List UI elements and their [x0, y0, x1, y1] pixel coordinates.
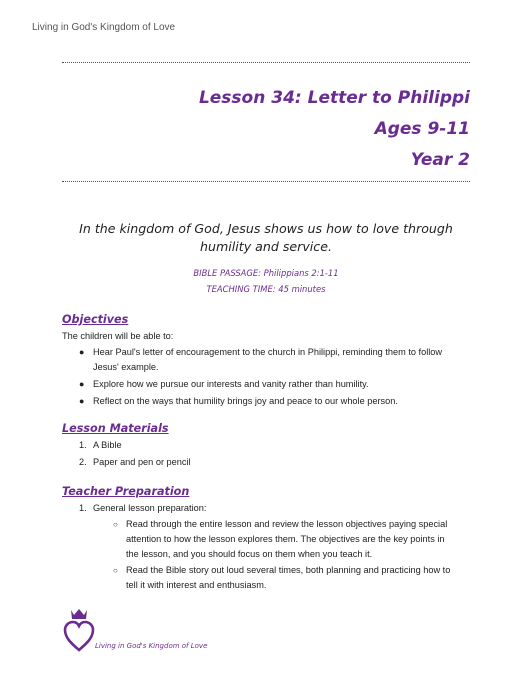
objectives-list: [79, 345, 483, 409]
lesson-year: Year 2: [410, 150, 470, 170]
materials-list: [79, 438, 483, 470]
footer-text: Living in God's Kingdom of Love: [95, 642, 208, 650]
preparation-sublist: [113, 517, 486, 593]
bible-passage: BIBLE PASSAGE: Philippians 2:1-11: [193, 268, 339, 278]
list-item: [79, 377, 483, 392]
list-item-line: the lesson, and you should focus on them when you teach it.: [126, 549, 373, 559]
title-divider: [62, 181, 470, 182]
list-item: [79, 394, 483, 409]
top-divider: [62, 62, 470, 63]
list-item: [79, 345, 483, 375]
bullet-icon: ●: [79, 379, 85, 389]
list-number: 1.: [79, 440, 87, 450]
objectives-heading: Objectives: [62, 313, 129, 326]
materials-heading: Lesson Materials: [62, 422, 169, 435]
list-item-line: Jesus' example.: [93, 362, 159, 372]
list-item-line: Reflect on the ways that humility brings joy and peace to our whole person.: [93, 396, 398, 406]
list-item: [79, 455, 483, 470]
list-item-line: A Bible: [93, 440, 122, 450]
preparation-list: [79, 501, 483, 516]
teaching-time: TEACHING TIME: 45 minutes: [206, 284, 326, 294]
list-item: [113, 517, 486, 562]
list-item-line: General lesson preparation:: [93, 503, 207, 513]
list-item: [113, 563, 486, 593]
list-item-line: Read the Bible story out loud several times, both planning and practicing how to: [126, 565, 451, 575]
circle-bullet-icon: ○: [113, 520, 118, 529]
list-item-line: Explore how we pursue our interests and vanity rather than humility.: [93, 379, 369, 389]
bullet-icon: ●: [79, 396, 85, 406]
circle-bullet-icon: ○: [113, 566, 118, 575]
list-item: [79, 501, 483, 516]
objectives-intro: The children will be able to:: [62, 331, 174, 341]
bullet-icon: ●: [79, 347, 85, 357]
crowned-heart-icon: [62, 606, 96, 652]
list-item-line: tell it with interest and enthusiasm.: [126, 580, 267, 590]
list-item: [79, 438, 483, 453]
lesson-title: Lesson 34: Letter to Philippi: [198, 88, 470, 108]
list-number: 2.: [79, 457, 87, 467]
preparation-heading: Teacher Preparation: [62, 485, 190, 498]
lesson-theme: In the kingdom of God, Jesus shows us how to love through humility and service.: [79, 221, 453, 254]
running-header: Living in God's Kingdom of Love: [32, 22, 176, 33]
lesson-ages: Ages 9-11: [374, 119, 470, 139]
list-item-line: Hear Paul's letter of encouragement to the church in Philippi, reminding them to follow: [93, 347, 443, 357]
list-item-line: Read through the entire lesson and review the lesson objectives paying special: [126, 519, 448, 529]
list-number: 1.: [79, 503, 87, 513]
list-item-line: attention to how the lesson explores them. The objectives are the key points in: [126, 534, 445, 544]
list-item-line: Paper and pen or pencil: [93, 457, 191, 467]
